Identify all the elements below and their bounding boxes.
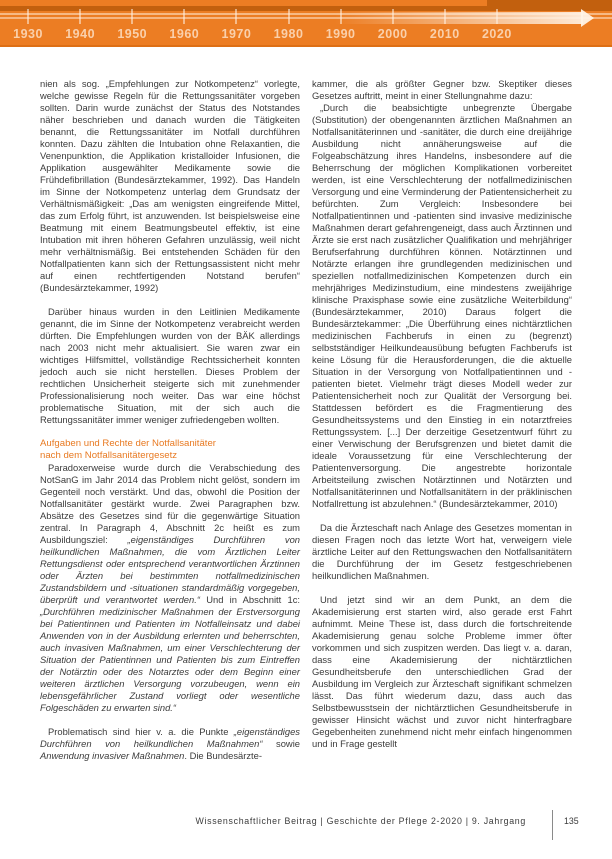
text-run: Da die Ärzteschaft nach Anlage des Gesetzes momentan in diesen Fragen noch das letzte Wort hat, verweigern viele ärztliche Leiter auf den Rettungswachen den Notfallsanitätern die Durchführung der im Gesetz festgeschriebenen heilkundlichen Maßnahmen. [312, 522, 572, 581]
text-run: nien als sog. „Empfehlungen zur Notkompetenz“ vorlegte, welche gewisse Regeln für die Rettungssanitäter vorgeben sollten. Darin wurde zunächst der Status des Notstandes näher beschrieben und danach wurden die Tätigkeiten benannt, die Rettungssanitäter im Notfall durchführen konnten. Dazu zählten die Intubation ohne Relaxantien, die Venenpunktion, die Applikation kristalloider Infusionen, die Applikation ausgewählter Medikamente sowie die Frühdefibrillation (Bundesärztekammer, 1992). Das Handeln im Sinne der Notkompetenz unterlag dem Grundsatz der Verhältnismäßigkeit: „Das am wenigsten eingreifende Mittel, das zum Erfolg führt, ist anzuwenden. Ist beispielsweise eine Beatmung mit einem Beatmungsbeutel effektiv, ist eine Intubation mit ihren höheren Gefahren unzulässig, weil nicht mehr verhältnismäßig. Bei entstehenden Schäden für den Notfallpatienten kann sich der Rettungsassistent nicht mehr auf einen rechtfertigenden Notstand berufen“ (Bundesärztekammer, 1992) [40, 78, 300, 293]
timeline-years [2, 0, 523, 47]
timeline-tick [235, 9, 237, 24]
timeline-year-label: 1950 [117, 27, 148, 41]
timeline-year-cell [262, 0, 314, 47]
text-run: Paradoxerweise wurde durch die Verabschiedung des NotSanG im Jahr 2014 das Problem nicht gelöst, sondern im Gegenteil noch verstärkt. Und das, obwohl die Position der Notfallsanitäter gestärkt wurde. Zwei Paragraphen bzw. Absätze des Gesetzes sind für die gegenwärtige Situation zentral. In Paragraph 4, Abschnitt 2c heißt es zum Ausbildungsziel: [40, 462, 300, 545]
timeline-year-label: 2020 [481, 27, 512, 41]
text-run: sowie [262, 738, 300, 749]
timeline-tick [444, 9, 446, 24]
text-run: Problematisch sind hier v. a. die Punkte [48, 726, 234, 737]
body-paragraph [312, 102, 572, 510]
timeline-year-label: 1940 [65, 27, 96, 41]
timeline-tick [79, 9, 81, 24]
text-run: Und in Abschnitt 1c: [199, 594, 300, 605]
right-column [312, 78, 572, 762]
page-footer [40, 810, 586, 844]
section-heading-line2: nach dem Notfallsanitätergesetz [40, 449, 178, 461]
body-paragraph [40, 462, 300, 714]
timeline-year-cell [210, 0, 262, 47]
timeline-tick [131, 9, 133, 24]
body-paragraph [40, 726, 300, 762]
timeline-tick [183, 9, 185, 24]
timeline-tick [392, 9, 394, 24]
timeline-year-cell [367, 0, 419, 47]
body-paragraph [312, 522, 572, 582]
timeline-tick [496, 9, 498, 24]
timeline-year-label: 1970 [221, 27, 252, 41]
text-run: „Durch die beabsichtigte unbegrenzte Übergabe (Substitution) der obengenannten ärztlichen Maßnahmen an Notfallsanitäterinnen und -sanitäter, die durch eine dreijährige Ausbildung nicht annäherungsweise auf die Folgeabschätzung ihres Handelns, insbesondere auf die Beherrschung der möglichen Komplikationen vorbereitet werden, ist eine Verschlechterung der notfallmedizinischen Versorgung und eine Verminderung der Patientensicherheit zu befürchten. Zum Vergleich: Insbesondere bei Notfallpatientinnen und -patienten sind invasive medizinische Maßnahmen derart gefahrengeneigt, dass auch Ärztinnen und Ärzte sie erst nach zusätzlicher Qualifikation und mehrjähriger Berufserfahrung durchführen können. Notärztinnen und Notärzte erlangen ihre grundlegenden medizinischen und speziellen notfallmedizinischen Kompetenzen durch ein mehrjähriges Medizinstudium, eine mindestens zweijährige klinische Praxisphase sowie eine zusätzliche Weiterbildung“ (Bundesärztekammer, 2010) Daraus folgert die Bundesärztekammer: „Die Überführung eines nichtärztlichen medizinischen Fachberufs in einen zu (begrenzt) selbstständiger Heilkundeausübung befugten Fachberufs ist keine Lösung für die Herausforderungen, die die aktuelle Situation in der Versorgung von Notfallpatientinnen und -patienten bietet. Vielmehr trägt dieses Modell weder zur Patientensicherheit noch zur Qualität der Versorgung bei. Stattdessen befördert es die Fragmentierung des Gesundheitssystems und den Einstieg in ein notarztfreies Rettungssystem. [...] Der derzeitige Gesetzentwurf führt zu einer Verwischung der Berufsgrenzen und bietet damit die ideale Voraussetzung für eine Verschlechterung der Patientenversorgung. Die angestrebte horizontale Arbeitsteilung zwischen Notärztinnen und Notärzten und Notfallsanitäterinnen und Notfallsanitätern in der präklinischen Notfallrettung ist abzulehnen.“ (Bundesärztekammer, 2010) [312, 102, 572, 509]
footer-divider [552, 810, 553, 840]
left-column [40, 78, 300, 762]
section-heading-line1: Aufgaben und Rechte der Notfallsanitäter [40, 438, 216, 449]
text-run-italic: „Durchführen medizinischer Maßnahmen der Erstversorgung bei Patientinnen und Patienten im Notfalleinsatz und dabei Anwenden von in der Ausbildung erlernten und beherrschten, auch invasiven Maßnahmen, um einer Verschlechterung der Situation der Patientinnen und Patienten bis zum Eintreffen der Notärztin oder des Notarztes oder dem Beginn einer weiteren ärztlichen Versorgung vorzubeugen, wenn ein lebensgefährlicher Zustand vorliegt oder wesentliche Folgeschäden zu erwarten sind.“ [40, 606, 300, 713]
timeline-tick [340, 9, 342, 24]
timeline-year-label: 1980 [273, 27, 304, 41]
timeline-year-cell [54, 0, 106, 47]
article-content [40, 78, 572, 762]
timeline-banner [0, 0, 612, 47]
text-run: kammer, die als größter Gegner bzw. Skeptiker dieses Gesetzes auftritt, meint in einer Stellungnahme dazu: [312, 78, 572, 101]
body-paragraph [312, 594, 572, 750]
section-heading [40, 438, 300, 461]
timeline-year-label: 1990 [325, 27, 356, 41]
timeline-year-label: 1930 [13, 27, 43, 41]
timeline-tick [27, 9, 29, 24]
timeline-year-cell [106, 0, 158, 47]
timeline-year-label: 1960 [169, 27, 200, 41]
text-run-italic: „eigenständiges Durchführen von heilkundlichen Maßnahmen, die vom Ärztlichen Leiter Rettungsdienst oder entsprechend verantwortlichen Ärztinnen oder Ärzten bei bestimmten notfallmedizinischen Zustandsbildern und -situationen standardmäßig vorgegeben, überprüft und verantwortet werden.“ [40, 534, 300, 605]
body-paragraph [312, 78, 572, 102]
text-run-italic: Anwendung invasiver Maßnahmen [40, 750, 185, 761]
timeline-year-cell [419, 0, 471, 47]
text-run: . Die Bundesärzte- [184, 750, 263, 761]
body-paragraph [40, 306, 300, 426]
text-run-italic: „eigenständiges Durchführen von heilkundlichen Maßnahmen“ [40, 726, 300, 749]
timeline-year-label: 2000 [377, 27, 408, 41]
running-title: Wissenschaftlicher Beitrag | Geschichte der Pflege 2-2020 | 9. Jahrgang [195, 816, 526, 826]
timeline-arrowhead-icon [581, 9, 594, 27]
text-run: Darüber hinaus wurden in den Leitlinien Medikamente genannt, die im Sinne der Notkompetenz verabreicht werden dürften. Die Empfehlungen wurden von der BÄK allerdings nach 2003 nicht mehr aktualisiert. Sie waren zwar ein wichtiges Hilfsmittel, vollständige Rechtssicherheit konnten jedoch auch sie nicht herstellen. Dieses Problem der rechtlichen Unsicherheit steigerte sich mit zunehmender Professionalisierung noch weiter. Das war eine höchst problematische Situation, mit der sich auch die Rettungssanitäter immer weniger zufriedengeben wollten. [40, 306, 300, 425]
text-run: Und jetzt sind wir an dem Punkt, an dem die Akademisierung erst starten wird, also gerade erst Fahrt aufnimmt. Meine These ist, dass durch die fortschreitende Akademisierung genau solche Probleme immer öfter vorkommen und sich zuspitzen werden. Das liegt v. a. daran, dass eine Akademisierung der nichtärztlichen Gesundheitsberufe den unterschiedlichen Grad der Ausbildung im Vergleich zur Ärzteschaft signifikant schmelzen lässt. Das führt wiederum dazu, dass auch das Selbstbewusstsein der nichtärztlichen Gesundheitsberufe in gewisser Hinsicht wächst und zuvor nicht hinterfragbare Gegebenheiten zunehmend nicht mehr einfach hingenommen und in Frage gestellt [312, 594, 572, 749]
timeline-tick [288, 9, 290, 24]
timeline-year-label: 2010 [429, 27, 460, 41]
timeline-year-cell [315, 0, 367, 47]
timeline-year-cell [471, 0, 523, 47]
timeline-year-cell [158, 0, 210, 47]
body-paragraph [40, 78, 300, 294]
page-number: 135 [564, 816, 579, 826]
timeline-year-cell [2, 0, 54, 47]
